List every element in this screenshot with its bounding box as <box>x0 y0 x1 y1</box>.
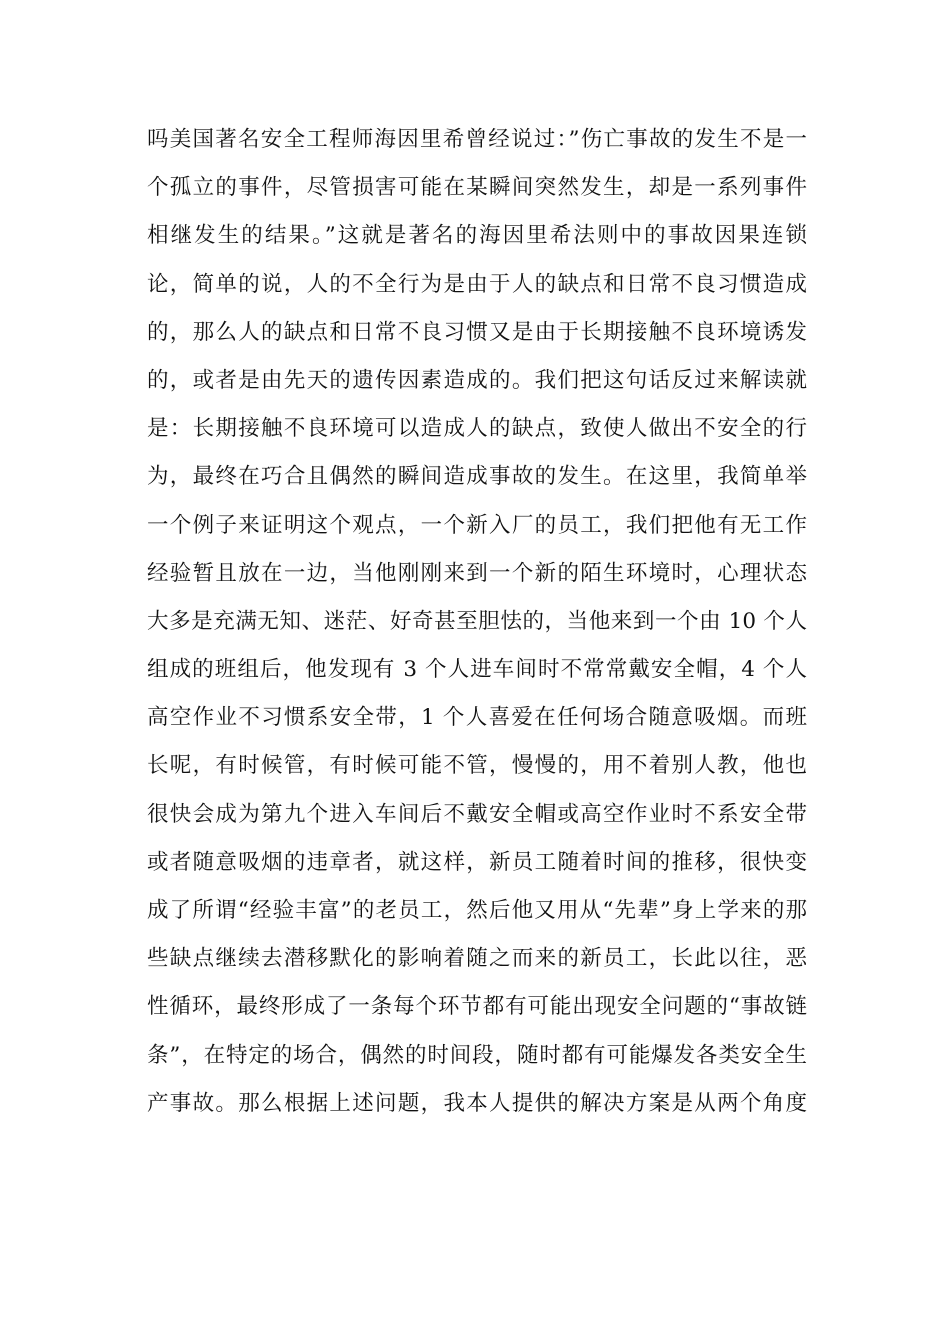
text-line: 论，简单的说，人的不全行为是由于人的缺点和日常不良习惯造成 <box>147 271 807 297</box>
text-line: 吗美国著名安全工程师海因里希曾经说过：”伤亡事故的发生不是一 <box>147 127 807 152</box>
text-line: 是：长期接触不良环境可以造成人的缺点，致使人做出不安全的行 <box>147 416 807 442</box>
text-line: 产事故。那么根据上述问题，我本人提供的解决方案是从两个角度 <box>147 1090 807 1116</box>
text-line: 相继发生的结果。”这就是著名的海因里希法则中的事故因果连锁 <box>147 223 807 249</box>
text-line: 高空作业不习惯系安全带，1 个人喜爱在任何场合随意吸烟。而班 <box>147 705 807 731</box>
text-line: 个孤立的事件，尽管损害可能在某瞬间突然发生，却是一系列事件 <box>147 175 807 201</box>
text-line: 的，或者是由先天的遗传因素造成的。我们把这句话反过来解读就 <box>147 367 807 393</box>
text-line: 或者随意吸烟的违章者，就这样，新员工随着时间的推移，很快变 <box>147 849 807 875</box>
text-line: 一个例子来证明这个观点，一个新入厂的员工，我们把他有无工作 <box>147 512 807 538</box>
text-line: 成了所谓“经验丰富”的老员工，然后他又用从“先辈”身上学来的那 <box>147 898 807 923</box>
text-line: 的，那么人的缺点和日常不良习惯又是由于长期接触不良环境诱发 <box>147 319 807 345</box>
text-line: 很快会成为第九个进入车间后不戴安全帽或高空作业时不系安全带 <box>147 801 807 827</box>
text-line: 为，最终在巧合且偶然的瞬间造成事故的发生。在这里，我简单举 <box>147 464 807 490</box>
body-text <box>147 116 807 1128</box>
text-line: 大多是充满无知、迷茫、好奇甚至胆怯的，当他来到一个由 10 个人 <box>147 608 807 634</box>
text-line: 长呢，有时候管，有时候可能不管，慢慢的，用不着别人教，他也 <box>147 753 807 779</box>
text-line: 经验暂且放在一边，当他刚刚来到一个新的陌生环境时，心理状态 <box>147 560 807 586</box>
text-line: 性循环，最终形成了一条每个环节都有可能出现安全问题的“事故链 <box>147 994 807 1020</box>
text-line: 条”，在特定的场合，偶然的时间段，随时都有可能爆发各类安全生 <box>147 1042 807 1068</box>
text-line: 组成的班组后，他发现有 3 个人进车间时不常常戴安全帽，4 个人 <box>147 657 807 683</box>
text-line: 些缺点继续去潜移默化的影响着随之而来的新员工，长此以往，恶 <box>147 946 807 972</box>
